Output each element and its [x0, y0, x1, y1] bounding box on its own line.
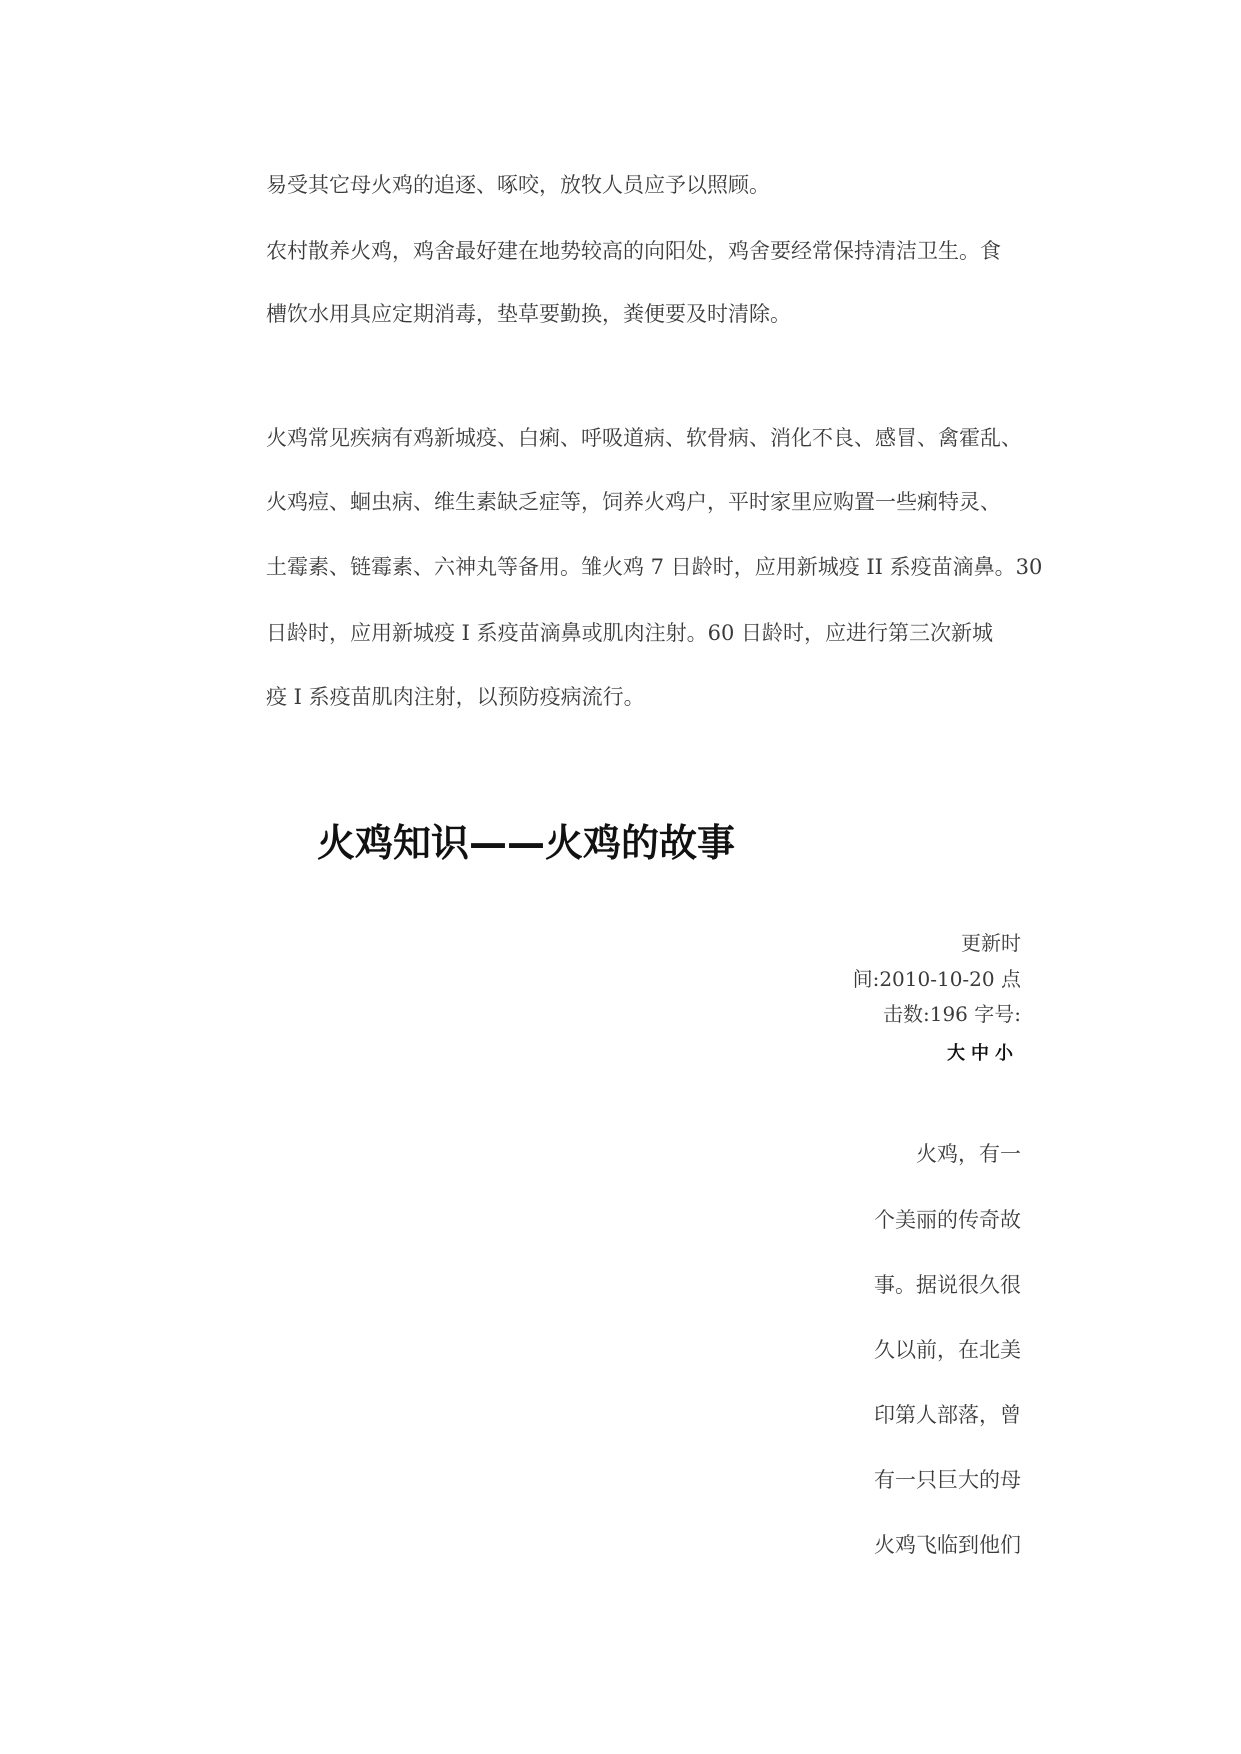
meta-line-2: 间:2010-10-20 点 — [852, 967, 1021, 991]
story-line-6: 有一只巨大的母 — [874, 1468, 1021, 1492]
meta-line-3: 击数:196 字号: — [882, 1002, 1021, 1026]
story-line-7: 火鸡飞临到他们 — [874, 1533, 1021, 1557]
paragraph-3-line-4: 日龄时，应用新城疫 I 系疫苗滴鼻或肌肉注射。60 日龄时，应进行第三次新城 — [266, 621, 994, 645]
paragraph-3-line-3: 土霉素、链霉素、六神丸等备用。雏火鸡 7 日龄时，应用新城疫 II 系疫苗滴鼻。30 — [266, 555, 1043, 579]
paragraph-2-line-1: 农村散养火鸡，鸡舍最好建在地势较高的向阳处，鸡舍要经常保持清洁卫生。食 — [266, 239, 1001, 263]
paragraph-1-line-1: 易受其它母火鸡的追逐、啄咬，放牧人员应予以照顾。 — [266, 173, 770, 197]
article-title: 火鸡知识——火鸡的故事 — [317, 821, 736, 865]
story-line-1: 火鸡，有一 — [916, 1142, 1021, 1166]
story-line-2: 个美丽的传奇故 — [874, 1208, 1021, 1232]
meta-line-1: 更新时 — [961, 931, 1021, 955]
paragraph-3-line-2: 火鸡痘、蛔虫病、维生素缺乏症等，饲养火鸡户，平时家里应购置一些痢特灵、 — [266, 490, 1001, 514]
story-line-4: 久以前，在北美 — [874, 1338, 1021, 1362]
font-size-selector — [947, 1039, 1019, 1065]
font-size-medium-link[interactable]: 中 — [971, 1043, 995, 1064]
font-size-large-link[interactable]: 大 — [947, 1043, 971, 1064]
paragraph-3-line-1: 火鸡常见疾病有鸡新城疫、白痢、呼吸道病、软骨病、消化不良、感冒、禽霍乱、 — [266, 426, 1022, 450]
story-line-5: 印第人部落，曾 — [874, 1403, 1021, 1427]
font-size-small-link[interactable]: 小 — [995, 1043, 1019, 1064]
paragraph-2-line-2: 槽饮水用具应定期消毒，垫草要勤换，粪便要及时清除。 — [266, 302, 791, 326]
paragraph-3-line-5: 疫 I 系疫苗肌肉注射，以预防疫病流行。 — [266, 685, 645, 709]
story-line-3: 事。据说很久很 — [874, 1273, 1021, 1297]
